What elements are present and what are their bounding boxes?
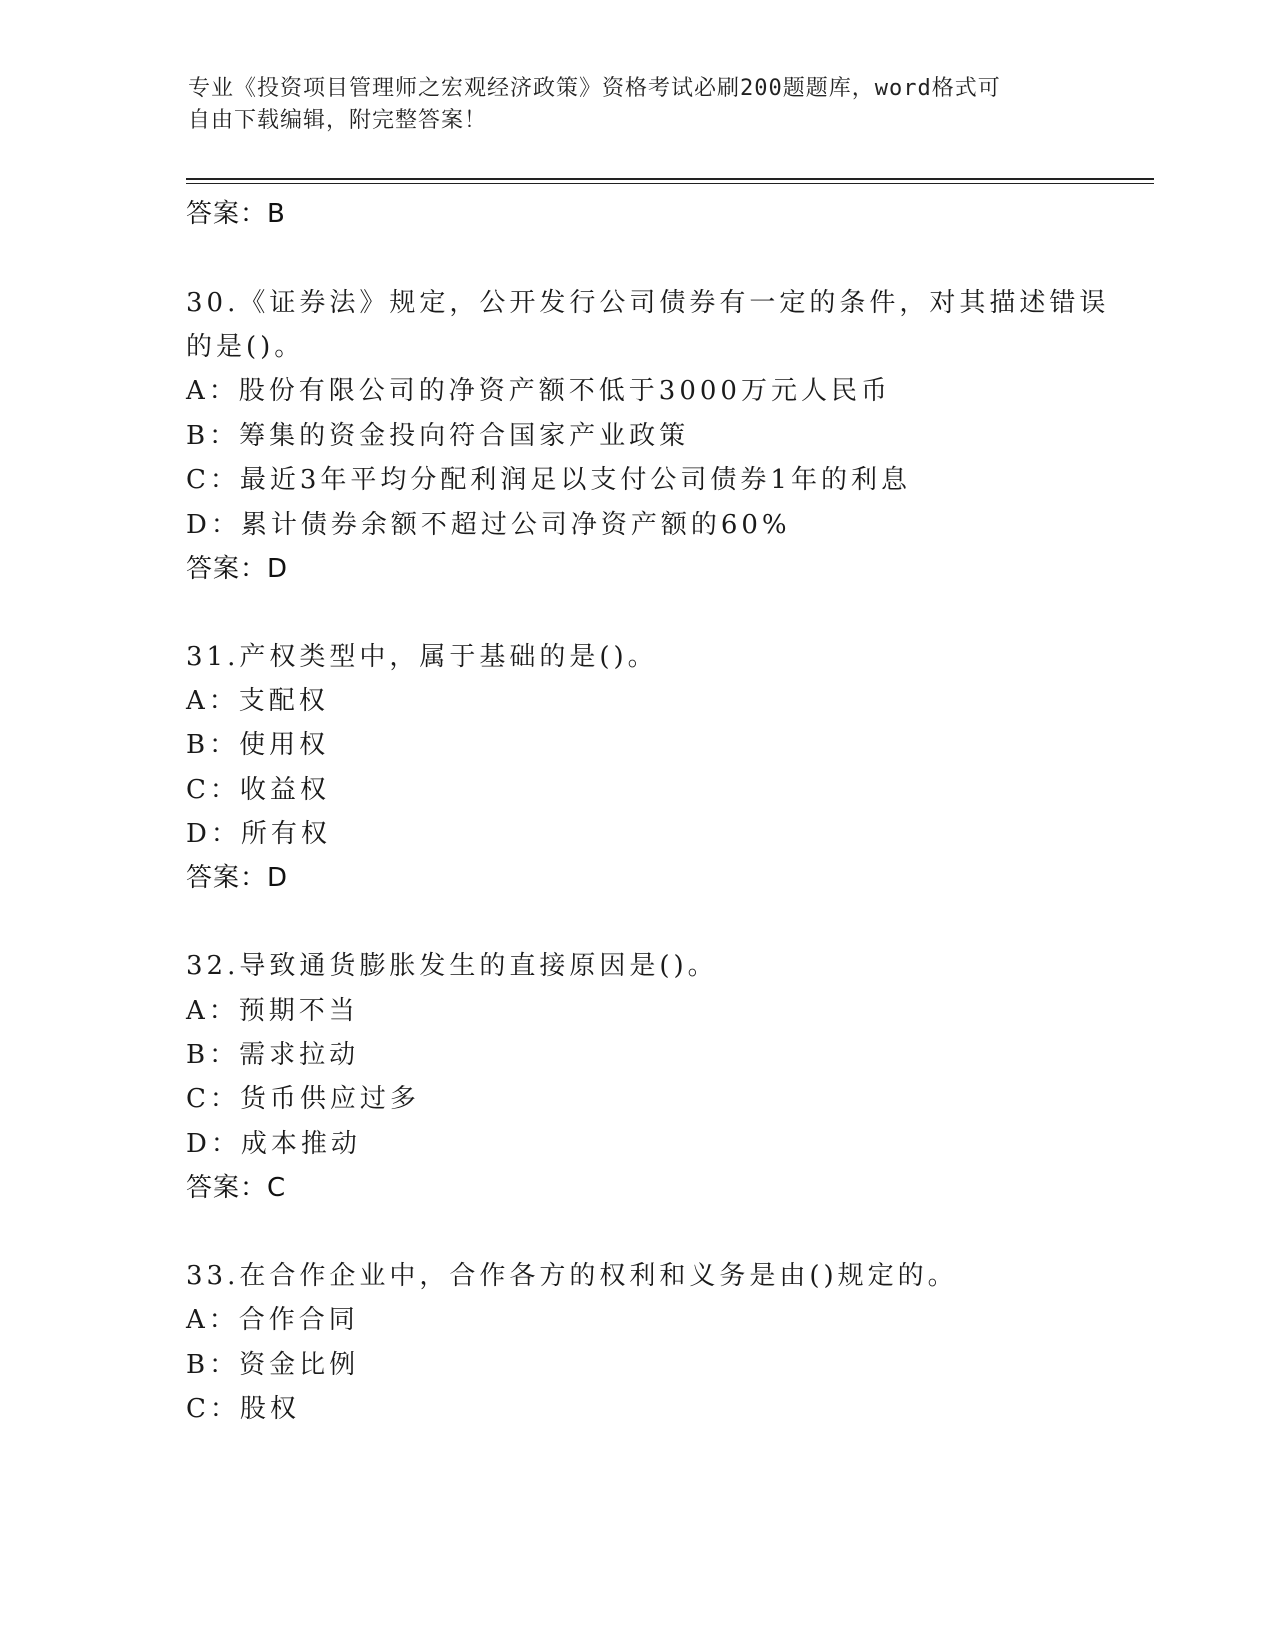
- option-a: A：股份有限公司的净资产额不低于3000万元人民币: [186, 376, 891, 406]
- option-d: D：成本推动: [186, 1129, 361, 1159]
- option-c: C：股权: [186, 1394, 300, 1424]
- option-d: D：所有权: [186, 819, 331, 849]
- question-stem: 32.导致通货膨胀发生的直接原因是()。: [186, 951, 718, 981]
- option-b: B：需求拉动: [186, 1040, 360, 1070]
- question-stem: 31.产权类型中，属于基础的是()。: [186, 642, 658, 672]
- header-line-2: 自由下载编辑，附完整答案！: [188, 108, 488, 133]
- option-a: A：支配权: [186, 686, 329, 716]
- answer: 答案：D: [186, 863, 289, 893]
- option-d: D：累计债券余额不超过公司净资产额的60%: [186, 510, 791, 540]
- question-stem: 33.在合作企业中，合作各方的权利和义务是由()规定的。: [186, 1261, 958, 1291]
- previous-answer: 答案：B: [186, 199, 286, 229]
- answer: 答案：D: [186, 554, 289, 584]
- option-c: C：收益权: [186, 775, 330, 805]
- header-divider-thin: [186, 183, 1154, 184]
- answer: 答案：C: [186, 1173, 287, 1203]
- option-c: C：货币供应过多: [186, 1084, 420, 1114]
- option-b: B：筹集的资金投向符合国家产业政策: [186, 421, 690, 451]
- question-stem: 30.《证券法》规定，公开发行公司债券有一定的条件，对其描述错误: [186, 288, 1110, 318]
- option-c: C：最近3年平均分配利润足以支付公司债券1年的利息: [186, 465, 911, 495]
- option-b: B：资金比例: [186, 1350, 360, 1380]
- option-a: A：合作合同: [186, 1305, 359, 1335]
- question-stem-continued: 的是()。: [186, 332, 305, 362]
- document-header: [188, 73, 1088, 137]
- header-divider-thick: [186, 178, 1154, 180]
- header-line-1: 专业《投资项目管理师之宏观经济政策》资格考试必刷200题题库，word格式可: [188, 76, 1001, 101]
- option-a: A：预期不当: [186, 996, 359, 1026]
- option-b: B：使用权: [186, 730, 330, 760]
